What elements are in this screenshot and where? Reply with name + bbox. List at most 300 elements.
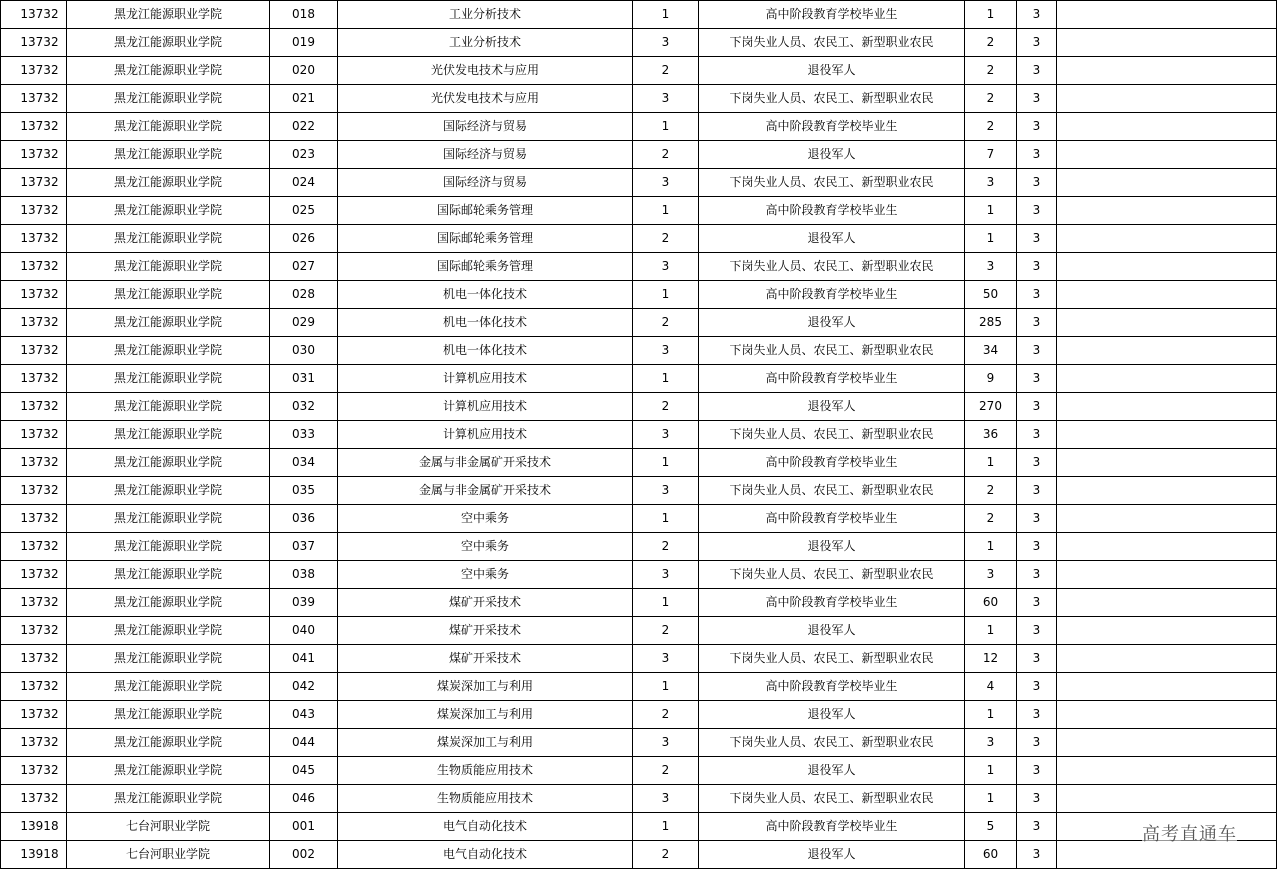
cell-program-name: 空中乘务 [338, 505, 633, 533]
cell-school-code: 13732 [1, 337, 67, 365]
table-row [1, 617, 1277, 645]
cell-program-code: 020 [270, 57, 338, 85]
table-row [1, 421, 1277, 449]
cell-remarks [1057, 141, 1277, 169]
cell-school-code: 13732 [1, 85, 67, 113]
cell-program-code: 033 [270, 421, 338, 449]
cell-school-code: 13732 [1, 29, 67, 57]
cell-category-code: 1 [633, 365, 699, 393]
cell-category-code: 1 [633, 505, 699, 533]
table-row [1, 365, 1277, 393]
cell-program-name: 生物质能应用技术 [338, 785, 633, 813]
cell-program-code: 041 [270, 645, 338, 673]
cell-school-code: 13732 [1, 141, 67, 169]
cell-remarks [1057, 337, 1277, 365]
cell-program-code: 022 [270, 113, 338, 141]
cell-category-name: 下岗失业人员、农民工、新型职业农民 [699, 337, 965, 365]
cell-program-name: 生物质能应用技术 [338, 757, 633, 785]
cell-category-name: 退役军人 [699, 57, 965, 85]
table-row [1, 589, 1277, 617]
cell-plan-count: 270 [965, 393, 1017, 421]
cell-school-code: 13732 [1, 477, 67, 505]
cell-category-name: 退役军人 [699, 225, 965, 253]
cell-remarks [1057, 673, 1277, 701]
cell-duration: 3 [1017, 113, 1057, 141]
table-row [1, 785, 1277, 813]
cell-program-name: 机电一体化技术 [338, 337, 633, 365]
cell-category-code: 2 [633, 757, 699, 785]
cell-school-code: 13732 [1, 533, 67, 561]
cell-duration: 3 [1017, 393, 1057, 421]
cell-school-code: 13732 [1, 365, 67, 393]
table-row [1, 813, 1277, 841]
cell-plan-count: 12 [965, 645, 1017, 673]
cell-duration: 3 [1017, 421, 1057, 449]
cell-program-name: 金属与非金属矿开采技术 [338, 449, 633, 477]
cell-plan-count: 2 [965, 477, 1017, 505]
cell-plan-count: 1 [965, 533, 1017, 561]
cell-plan-count: 60 [965, 589, 1017, 617]
cell-program-code: 034 [270, 449, 338, 477]
cell-category-code: 3 [633, 561, 699, 589]
cell-school-code: 13918 [1, 841, 67, 869]
cell-category-code: 2 [633, 841, 699, 869]
cell-remarks [1057, 449, 1277, 477]
cell-category-name: 高中阶段教育学校毕业生 [699, 505, 965, 533]
cell-duration: 3 [1017, 477, 1057, 505]
cell-plan-count: 1 [965, 1, 1017, 29]
cell-school-name: 黑龙江能源职业学院 [67, 337, 270, 365]
cell-program-code: 035 [270, 477, 338, 505]
cell-school-code: 13732 [1, 225, 67, 253]
cell-category-name: 高中阶段教育学校毕业生 [699, 365, 965, 393]
cell-program-code: 018 [270, 1, 338, 29]
cell-program-code: 026 [270, 225, 338, 253]
cell-category-name: 退役军人 [699, 393, 965, 421]
cell-school-name: 黑龙江能源职业学院 [67, 281, 270, 309]
cell-program-name: 机电一体化技术 [338, 281, 633, 309]
cell-category-name: 退役军人 [699, 701, 965, 729]
cell-school-code: 13732 [1, 197, 67, 225]
cell-school-code: 13732 [1, 253, 67, 281]
cell-plan-count: 3 [965, 561, 1017, 589]
cell-school-name: 黑龙江能源职业学院 [67, 1, 270, 29]
cell-program-name: 电气自动化技术 [338, 813, 633, 841]
cell-program-name: 机电一体化技术 [338, 309, 633, 337]
cell-school-name: 黑龙江能源职业学院 [67, 701, 270, 729]
cell-category-name: 退役军人 [699, 309, 965, 337]
cell-program-code: 031 [270, 365, 338, 393]
cell-program-name: 工业分析技术 [338, 29, 633, 57]
cell-program-name: 空中乘务 [338, 533, 633, 561]
cell-remarks [1057, 393, 1277, 421]
cell-program-code: 002 [270, 841, 338, 869]
cell-category-code: 3 [633, 421, 699, 449]
cell-duration: 3 [1017, 533, 1057, 561]
cell-category-name: 高中阶段教育学校毕业生 [699, 281, 965, 309]
cell-school-name: 黑龙江能源职业学院 [67, 225, 270, 253]
cell-category-name: 退役军人 [699, 141, 965, 169]
cell-duration: 3 [1017, 169, 1057, 197]
cell-plan-count: 9 [965, 365, 1017, 393]
cell-category-name: 退役军人 [699, 841, 965, 869]
cell-school-code: 13732 [1, 505, 67, 533]
cell-remarks [1057, 113, 1277, 141]
cell-category-name: 高中阶段教育学校毕业生 [699, 449, 965, 477]
cell-category-name: 下岗失业人员、农民工、新型职业农民 [699, 85, 965, 113]
cell-duration: 3 [1017, 57, 1057, 85]
cell-program-code: 043 [270, 701, 338, 729]
cell-duration: 3 [1017, 365, 1057, 393]
cell-category-code: 1 [633, 813, 699, 841]
cell-school-code: 13732 [1, 113, 67, 141]
cell-school-name: 黑龙江能源职业学院 [67, 757, 270, 785]
cell-duration: 3 [1017, 29, 1057, 57]
cell-category-name: 下岗失业人员、农民工、新型职业农民 [699, 477, 965, 505]
cell-program-name: 煤矿开采技术 [338, 589, 633, 617]
cell-category-name: 高中阶段教育学校毕业生 [699, 1, 965, 29]
cell-program-name: 工业分析技术 [338, 1, 633, 29]
cell-category-code: 2 [633, 309, 699, 337]
cell-remarks [1057, 477, 1277, 505]
cell-school-name: 黑龙江能源职业学院 [67, 673, 270, 701]
cell-school-name: 黑龙江能源职业学院 [67, 533, 270, 561]
cell-program-code: 039 [270, 589, 338, 617]
cell-school-code: 13732 [1, 701, 67, 729]
cell-program-code: 046 [270, 785, 338, 813]
cell-plan-count: 2 [965, 57, 1017, 85]
watermark: 高考直通车 [1142, 820, 1237, 846]
cell-plan-count: 2 [965, 505, 1017, 533]
table-row [1, 29, 1277, 57]
cell-plan-count: 7 [965, 141, 1017, 169]
cell-category-code: 2 [633, 393, 699, 421]
cell-school-code: 13732 [1, 757, 67, 785]
cell-program-name: 煤矿开采技术 [338, 645, 633, 673]
cell-school-code: 13732 [1, 1, 67, 29]
cell-duration: 3 [1017, 729, 1057, 757]
cell-school-code: 13732 [1, 645, 67, 673]
cell-plan-count: 1 [965, 757, 1017, 785]
cell-program-code: 001 [270, 813, 338, 841]
cell-remarks [1057, 309, 1277, 337]
cell-remarks [1057, 561, 1277, 589]
table-row [1, 477, 1277, 505]
cell-remarks [1057, 757, 1277, 785]
table-row [1, 449, 1277, 477]
cell-program-code: 030 [270, 337, 338, 365]
cell-plan-count: 1 [965, 701, 1017, 729]
cell-remarks [1057, 645, 1277, 673]
cell-program-name: 国际经济与贸易 [338, 113, 633, 141]
cell-school-name: 黑龙江能源职业学院 [67, 449, 270, 477]
cell-duration: 3 [1017, 841, 1057, 869]
table-row [1, 393, 1277, 421]
cell-program-name: 计算机应用技术 [338, 365, 633, 393]
cell-category-name: 下岗失业人员、农民工、新型职业农民 [699, 561, 965, 589]
cell-category-code: 1 [633, 673, 699, 701]
cell-plan-count: 1 [965, 197, 1017, 225]
cell-category-code: 1 [633, 113, 699, 141]
cell-category-code: 3 [633, 785, 699, 813]
cell-remarks [1057, 617, 1277, 645]
cell-category-code: 3 [633, 85, 699, 113]
cell-duration: 3 [1017, 617, 1057, 645]
table-row [1, 729, 1277, 757]
cell-school-name: 黑龙江能源职业学院 [67, 505, 270, 533]
cell-duration: 3 [1017, 813, 1057, 841]
cell-duration: 3 [1017, 561, 1057, 589]
cell-category-name: 下岗失业人员、农民工、新型职业农民 [699, 29, 965, 57]
cell-remarks [1057, 1, 1277, 29]
cell-category-name: 下岗失业人员、农民工、新型职业农民 [699, 785, 965, 813]
table-row [1, 673, 1277, 701]
cell-category-code: 2 [633, 141, 699, 169]
cell-category-name: 退役军人 [699, 617, 965, 645]
cell-plan-count: 50 [965, 281, 1017, 309]
cell-school-code: 13732 [1, 785, 67, 813]
cell-category-name: 高中阶段教育学校毕业生 [699, 813, 965, 841]
cell-program-code: 024 [270, 169, 338, 197]
cell-school-name: 黑龙江能源职业学院 [67, 617, 270, 645]
cell-program-code: 038 [270, 561, 338, 589]
cell-school-code: 13732 [1, 589, 67, 617]
cell-school-name: 黑龙江能源职业学院 [67, 477, 270, 505]
cell-category-code: 2 [633, 225, 699, 253]
table-row [1, 337, 1277, 365]
cell-duration: 3 [1017, 85, 1057, 113]
cell-duration: 3 [1017, 141, 1057, 169]
cell-category-code: 2 [633, 57, 699, 85]
table-row [1, 225, 1277, 253]
cell-category-name: 高中阶段教育学校毕业生 [699, 197, 965, 225]
cell-school-name: 黑龙江能源职业学院 [67, 141, 270, 169]
cell-school-name: 黑龙江能源职业学院 [67, 785, 270, 813]
cell-school-name: 七台河职业学院 [67, 841, 270, 869]
cell-school-code: 13732 [1, 57, 67, 85]
cell-duration: 3 [1017, 1, 1057, 29]
cell-program-name: 光伏发电技术与应用 [338, 57, 633, 85]
cell-program-code: 021 [270, 85, 338, 113]
cell-remarks [1057, 85, 1277, 113]
cell-program-code: 045 [270, 757, 338, 785]
cell-category-name: 下岗失业人员、农民工、新型职业农民 [699, 169, 965, 197]
cell-program-code: 044 [270, 729, 338, 757]
cell-category-name: 下岗失业人员、农民工、新型职业农民 [699, 645, 965, 673]
cell-category-code: 3 [633, 253, 699, 281]
cell-remarks [1057, 57, 1277, 85]
cell-duration: 3 [1017, 197, 1057, 225]
cell-plan-count: 2 [965, 113, 1017, 141]
cell-category-name: 退役军人 [699, 533, 965, 561]
cell-category-name: 下岗失业人员、农民工、新型职业农民 [699, 421, 965, 449]
cell-category-code: 2 [633, 617, 699, 645]
cell-duration: 3 [1017, 309, 1057, 337]
cell-school-name: 黑龙江能源职业学院 [67, 729, 270, 757]
cell-school-code: 13732 [1, 449, 67, 477]
cell-category-name: 高中阶段教育学校毕业生 [699, 589, 965, 617]
cell-program-code: 040 [270, 617, 338, 645]
cell-school-name: 黑龙江能源职业学院 [67, 561, 270, 589]
table-body [1, 1, 1277, 869]
cell-category-code: 1 [633, 197, 699, 225]
cell-program-name: 国际邮轮乘务管理 [338, 253, 633, 281]
cell-duration: 3 [1017, 701, 1057, 729]
cell-school-code: 13732 [1, 673, 67, 701]
table-row [1, 1, 1277, 29]
cell-program-code: 037 [270, 533, 338, 561]
cell-duration: 3 [1017, 785, 1057, 813]
cell-program-name: 光伏发电技术与应用 [338, 85, 633, 113]
cell-school-code: 13732 [1, 169, 67, 197]
cell-school-name: 黑龙江能源职业学院 [67, 421, 270, 449]
cell-program-name: 电气自动化技术 [338, 841, 633, 869]
cell-category-code: 3 [633, 29, 699, 57]
table-row [1, 309, 1277, 337]
cell-category-code: 2 [633, 533, 699, 561]
cell-school-code: 13732 [1, 309, 67, 337]
cell-plan-count: 34 [965, 337, 1017, 365]
cell-school-name: 黑龙江能源职业学院 [67, 113, 270, 141]
table-row [1, 141, 1277, 169]
cell-program-code: 023 [270, 141, 338, 169]
cell-category-code: 1 [633, 449, 699, 477]
cell-category-code: 2 [633, 701, 699, 729]
cell-remarks [1057, 785, 1277, 813]
cell-category-name: 下岗失业人员、农民工、新型职业农民 [699, 729, 965, 757]
cell-category-code: 3 [633, 337, 699, 365]
cell-duration: 3 [1017, 505, 1057, 533]
cell-program-name: 金属与非金属矿开采技术 [338, 477, 633, 505]
table-row [1, 113, 1277, 141]
cell-remarks [1057, 533, 1277, 561]
cell-remarks [1057, 253, 1277, 281]
cell-program-code: 025 [270, 197, 338, 225]
table-row [1, 645, 1277, 673]
cell-duration: 3 [1017, 225, 1057, 253]
cell-school-code: 13918 [1, 813, 67, 841]
table-row [1, 57, 1277, 85]
cell-category-code: 3 [633, 477, 699, 505]
cell-plan-count: 4 [965, 673, 1017, 701]
cell-duration: 3 [1017, 589, 1057, 617]
cell-school-name: 黑龙江能源职业学院 [67, 645, 270, 673]
cell-remarks [1057, 365, 1277, 393]
cell-category-name: 退役军人 [699, 757, 965, 785]
cell-plan-count: 60 [965, 841, 1017, 869]
cell-school-name: 黑龙江能源职业学院 [67, 589, 270, 617]
cell-program-name: 煤炭深加工与利用 [338, 673, 633, 701]
cell-school-name: 黑龙江能源职业学院 [67, 29, 270, 57]
cell-school-code: 13732 [1, 281, 67, 309]
cell-program-code: 019 [270, 29, 338, 57]
cell-remarks [1057, 169, 1277, 197]
cell-duration: 3 [1017, 757, 1057, 785]
cell-school-code: 13732 [1, 561, 67, 589]
cell-plan-count: 1 [965, 617, 1017, 645]
table-row [1, 533, 1277, 561]
cell-program-name: 煤炭深加工与利用 [338, 701, 633, 729]
cell-category-code: 3 [633, 169, 699, 197]
cell-school-name: 黑龙江能源职业学院 [67, 365, 270, 393]
cell-plan-count: 5 [965, 813, 1017, 841]
table-row [1, 169, 1277, 197]
table-row [1, 197, 1277, 225]
cell-program-code: 029 [270, 309, 338, 337]
cell-category-code: 1 [633, 281, 699, 309]
cell-plan-count: 3 [965, 169, 1017, 197]
cell-plan-count: 2 [965, 29, 1017, 57]
table-row [1, 757, 1277, 785]
cell-remarks [1057, 729, 1277, 757]
table-row [1, 561, 1277, 589]
cell-school-name: 黑龙江能源职业学院 [67, 57, 270, 85]
cell-program-code: 032 [270, 393, 338, 421]
cell-remarks [1057, 421, 1277, 449]
cell-remarks [1057, 281, 1277, 309]
cell-remarks [1057, 197, 1277, 225]
cell-school-name: 黑龙江能源职业学院 [67, 169, 270, 197]
cell-category-code: 3 [633, 729, 699, 757]
cell-school-code: 13732 [1, 393, 67, 421]
cell-program-name: 国际经济与贸易 [338, 141, 633, 169]
cell-program-code: 036 [270, 505, 338, 533]
cell-school-code: 13732 [1, 421, 67, 449]
table-row [1, 253, 1277, 281]
cell-program-code: 042 [270, 673, 338, 701]
cell-plan-count: 36 [965, 421, 1017, 449]
cell-school-name: 黑龙江能源职业学院 [67, 309, 270, 337]
cell-remarks [1057, 505, 1277, 533]
cell-plan-count: 3 [965, 729, 1017, 757]
cell-school-code: 13732 [1, 729, 67, 757]
cell-remarks [1057, 701, 1277, 729]
cell-remarks [1057, 225, 1277, 253]
cell-program-name: 国际邮轮乘务管理 [338, 197, 633, 225]
cell-program-code: 028 [270, 281, 338, 309]
cell-program-name: 国际经济与贸易 [338, 169, 633, 197]
cell-duration: 3 [1017, 645, 1057, 673]
cell-plan-count: 1 [965, 449, 1017, 477]
cell-plan-count: 1 [965, 785, 1017, 813]
cell-category-name: 下岗失业人员、农民工、新型职业农民 [699, 253, 965, 281]
cell-program-name: 国际邮轮乘务管理 [338, 225, 633, 253]
cell-program-name: 计算机应用技术 [338, 393, 633, 421]
cell-duration: 3 [1017, 673, 1057, 701]
cell-duration: 3 [1017, 337, 1057, 365]
table-row [1, 701, 1277, 729]
table-row [1, 505, 1277, 533]
cell-program-name: 计算机应用技术 [338, 421, 633, 449]
cell-duration: 3 [1017, 253, 1057, 281]
table-row [1, 281, 1277, 309]
cell-school-name: 七台河职业学院 [67, 813, 270, 841]
cell-school-name: 黑龙江能源职业学院 [67, 253, 270, 281]
cell-plan-count: 3 [965, 253, 1017, 281]
cell-program-code: 027 [270, 253, 338, 281]
cell-category-code: 1 [633, 1, 699, 29]
cell-category-code: 3 [633, 645, 699, 673]
cell-remarks [1057, 29, 1277, 57]
table-row [1, 841, 1277, 869]
cell-duration: 3 [1017, 281, 1057, 309]
table-row [1, 85, 1277, 113]
cell-category-name: 高中阶段教育学校毕业生 [699, 113, 965, 141]
cell-school-name: 黑龙江能源职业学院 [67, 393, 270, 421]
cell-school-name: 黑龙江能源职业学院 [67, 85, 270, 113]
cell-school-code: 13732 [1, 617, 67, 645]
cell-plan-count: 285 [965, 309, 1017, 337]
